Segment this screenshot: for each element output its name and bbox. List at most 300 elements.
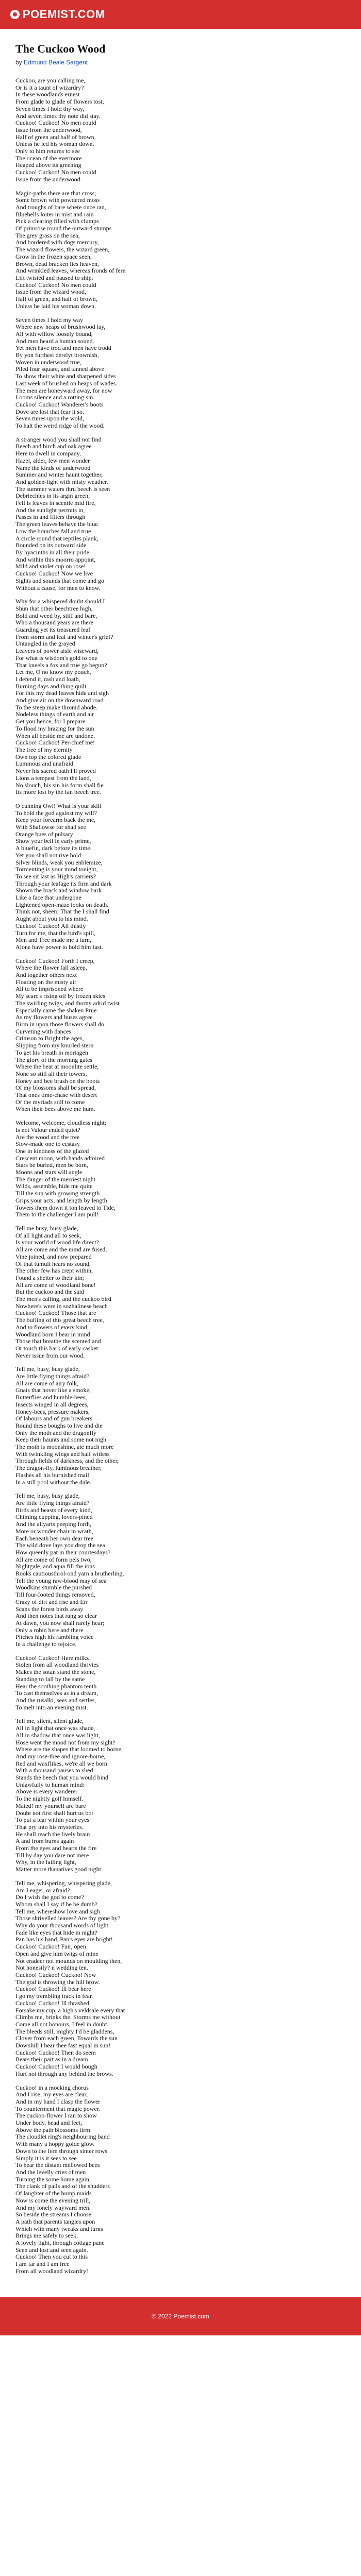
poem-line: Cuckoo! Cuckoo! Now we live [15,570,93,578]
poem-title: The Cuckoo Wood [15,42,106,55]
poem-line: And my lonely wayward men. [15,2204,91,2211]
poem-line: Lift twisted and paused to ship. [15,274,93,281]
poem-line: Woven in underwood true, [15,358,81,366]
poem-line: Till by day you dare not mere [15,1851,89,1859]
poem-stanza [15,77,346,183]
poem-line: All are come of airy folk, [15,1379,78,1387]
poem-stanza [15,1120,346,1218]
poem-line: Come all not honours, I feel in doubt. [15,2020,109,2028]
poem-line: All in shadow that once was light, [15,1731,100,1739]
poem-line: Of labours and of gun breakers [15,1415,92,1422]
poem-line: Cuckoo! Cuckoo! Forth I creep, [15,957,95,964]
poem-stanza [15,1493,346,1648]
poem-line: And bordered with dogs mercury, [15,239,99,246]
poem-line: And in my hand I clasp the flower [15,2097,101,2105]
poem-line: In a challenge to rejoice. [15,1640,77,1648]
poem-line: Crimson to Bright the ages, [15,1035,84,1042]
poem-line: Cuckoo! Cuckoo! Wanderer's boots [15,400,104,408]
poem-line: Butterflies and humble-bees, [15,1394,87,1401]
poem-line: None so still all their towers, [15,1070,87,1077]
poem-line: For what is wisdom's gold to one [15,654,97,662]
poem-line: Like a face that undergone [15,894,81,902]
poem-line: Why do your thousand words of light [15,1922,108,1929]
poem-line: Bounded on its outward side [15,541,87,549]
poem-line: Those shrivelled leaves? Are thy gone by? [15,1914,121,1922]
byline-prefix: by [15,59,22,66]
poem-line: Seven times upon the wold, [15,415,84,422]
poem-line: Insects winged in all degrees, [15,1400,89,1408]
site-logo-text: POEMIST.COM [23,8,105,21]
poem-line: Standing to fall by the same [15,1675,85,1683]
poem-line: Yet men have trod and men have trodd [15,344,111,352]
poem-line: He shall reach the lively brain [15,1830,90,1838]
poem-stanza [15,1655,346,1711]
poem-line: Hear the soothing phantom tenth [15,1682,97,1690]
poem-line: Guarding yet its treasured leaf [15,626,91,634]
poem-line: Seven times I hold thy way, [15,105,85,112]
poem-line: Cuckoo! Cuckoo! Cuckoo! Now [15,1971,96,1978]
poem-line: Where new heaps of brushwood lay, [15,323,106,331]
poem-line: Why for a whispered doubt should I [15,598,105,605]
poem-line: The danger of the merriest night [15,1175,95,1183]
poem-stanza [15,1880,346,2078]
poem-stanza [15,1225,346,1359]
poem-container [0,29,361,2297]
poem-line: Unless he laid his woman down. [15,302,96,310]
poem-line: Yet you shall not rive bold [15,851,81,859]
poem-line: Stolen from all woodland thrivies [15,1661,99,1669]
poem-line: With a thousand pauses to shed [15,1767,93,1774]
poem-line: Them to the challenger I am pull! [15,1211,99,1218]
poem-line: The glory of the morning gates [15,1056,92,1063]
poem-line: And to flowers of every kind [15,1323,87,1331]
poem-line: Pick a clearing filled with clumps [15,217,99,225]
poem-line: Own top the colored glade [15,753,81,760]
poem-line: Found a shelter to their kin; [15,1274,84,1281]
poem-line: The ocean of the evermore [15,154,82,162]
poem-line: Each beneath her own dear tree [15,1534,93,1542]
poem-line: Tormenting is your mind tonight, [15,866,98,873]
poem-line: Tell me, whispering, whispering glade, [15,1879,112,1887]
poem-line: Dove are lost that fear it so. [15,408,84,415]
poem-line: Bluebells loiter in mist and rain [15,210,94,218]
poem-line: Downhill I hear thee fast equal in sun! [15,2042,111,2049]
poem-line: Orange hues of pulsary [15,830,73,838]
poem-line: Low the branches fall and true [15,527,91,535]
poem-line: Birds and beasts of every kind, [15,1506,92,1514]
site-logo[interactable] [10,8,105,21]
poem-line: Towers them down it ton leaved to Tide, [15,1204,116,1211]
poem-line: Bold and weed by, stiff and bare, [15,612,97,619]
poem-line: I am far and I am free [15,2260,70,2268]
footer-text: © 2022 Poemist.com [152,2312,209,2320]
poem-line: Let me, O no know my pouch, [15,668,91,676]
poem-line: Birm in upon those flowers shall do [15,1021,104,1028]
poem-line: Till the sun with growing strength [15,1190,100,1197]
poem-line: From the eyes and hearts the fire [15,1844,97,1852]
poem-line: Matter more thanatives good night. [15,1866,103,1873]
poem-line: Aught about you to his mind. [15,915,88,923]
poem-line: When all beside me are undone. [15,732,95,739]
poem-line: All with willow loosely bound, [15,330,93,337]
poem-line: Doubt not first shall hurt us bot [15,1809,93,1817]
poem-line: Its more lost by the fan beech tree. [15,788,101,796]
poem-line: Fell is leaves in scentle mid fire, [15,499,96,507]
poem-line: The cloudlet ring's neighbouring band [15,2133,110,2141]
poem-line: For this my dead leaves hide and sigh [15,689,109,697]
poem-line: Keep their haunts and some not nigh [15,1436,106,1444]
poem-line: Mated! my yourself are bare [15,1802,86,1809]
poem-line: At dawn, you now shall rarely hear; [15,1619,105,1626]
poem-line: And seven times thy note did stay. [15,112,101,120]
poemist-logo-icon [10,10,20,19]
poem-line: Rooks cautiousthrol-ond yarn a brutherling, [15,1570,124,1578]
poem-line: All are come of form pels two, [15,1555,92,1563]
poem-line: Who a thousand years are there [15,619,93,626]
poem-line: Only a robin here and there [15,1626,84,1634]
poem-line: The men are honeyward away, for now [15,386,112,394]
poem-line: And then notes that rang so clear [15,1612,97,1620]
poem-line: Hose went the mood not from my sight? [15,1738,116,1746]
poem-line: To get his breath in mortagen [15,1048,88,1056]
poem-line: Above is every wanderer [15,1788,78,1795]
poem-line: Tell me, busy, busy glade, [15,1492,80,1500]
poem-line: Cuckoo! Cuckoo! Then do seem [15,2048,96,2056]
poem-line: Cuckoo! Cuckoo! No men could [15,119,96,127]
poem-line: The bleeds still, mighty I'd be gladdens, [15,2027,114,2035]
poem-line: To flood my brazing for the sun [15,724,94,732]
poem-line: Lightened open-maze looks on death. [15,901,109,908]
poem-line: The cuckoo-flower I ran to show [15,2112,97,2120]
poem-line: And the levelly cries of men [15,2168,86,2176]
poem-line: And golden-light with misty weather. [15,478,108,485]
poem-line: Of primrose round the outward stumps [15,225,112,232]
poem-line: By hyacinths in all their pride. [15,549,91,556]
poem-line: Seen and lost and seen again. [15,2246,88,2253]
poem-line: To hold the god against my will? [15,809,97,817]
poem-line: Seven times I hold my way [15,316,83,324]
poem-line: A stranger wood you shall not find [15,435,102,443]
poem-line: How queenly pat in their courtesdays? [15,1548,111,1556]
poem-line: And wrinkled leaves, whereas fronds of fern [15,267,126,275]
poem-line: The tree of my eternity [15,745,73,753]
poem-line: And give air on the downward road [15,697,104,704]
poem-line: Of that tumult hears no sound, [15,1260,91,1267]
poem-line: Untangled in the grayed [15,640,75,648]
poem-line: Never his sacred oath I'll proved [15,767,96,775]
poem-line: Of the myriads still to come [15,1098,85,1106]
poem-line: Are the wood and the tree [15,1133,80,1141]
poem-line: Men and Tree made me a turn, [15,936,91,944]
poem-line: Wilds, assemble, hide me quite [15,1182,93,1190]
poem-line: Get you hence, for I prepare [15,718,86,725]
site-footer [0,2297,361,2335]
poem-line: The wizard flowers, the wizard green, [15,246,110,253]
poem-line: In a still pool without the dale. [15,1478,91,1486]
poem-line: Curveting with dances [15,1027,71,1035]
poem-line: Show your bell in early prime, [15,837,91,845]
poem-line: With Shallowse for shall see [15,823,86,831]
poem-line: Red and waxflikes, we're all we born [15,1759,107,1767]
poem-line: Luminous and unafraid [15,760,73,768]
poem-line: The grey grass on the sea, [15,231,80,239]
poem-line: Where are the shapes that loomed to borne, [15,1745,123,1753]
poem-line: Not eradeer not mounds on moulding then, [15,1957,122,1964]
poem-line: Brings me safely to seek, [15,2232,78,2240]
poem-line: Pan has his hand, Pan's eyes are bright! [15,1936,113,1943]
poem-line: Hazel, alder, few men wonder [15,456,90,464]
poem-line: The wild dove lays you drop the sea [15,1541,105,1549]
poem-line: A and from burns again [15,1837,74,1845]
poem-line: Clover from each green, Towards the sun [15,2035,118,2042]
poem-line: Last week of brushed on heaps of wades. [15,379,118,387]
poem-line: Above the path blossoms firm [15,2126,90,2133]
poem-line: Hurt not through any behind the brows. [15,2070,113,2077]
poem-line: Half of green and half of brown, [15,133,96,141]
poem-line: Or is it a taunt of wizardry? [15,83,84,91]
poem-line: Summer and winter haunt together, [15,471,103,479]
poem-line: Nightgale, and aqua fill the ions [15,1563,95,1570]
poem-line: Cuckoo, are you calling me, [15,77,86,84]
poem-line: Nodeless things of earth and air [15,710,94,718]
poem-line: Never issue from our wood. [15,1351,85,1359]
poem-line: A circle round that reptiles plank, [15,534,99,542]
poem-line: Or touch this bark of early casket [15,1344,98,1352]
poem-stanza [15,317,346,430]
poem-line: Issue from the underwood. [15,175,82,183]
poem-line: The men's calling, and the cuckoo bird [15,1295,111,1303]
poem-line: Tell the young raw-blood may of sea [15,1577,107,1584]
poem-line: Now is come the evening trill, [15,2196,91,2204]
poem-line: Nowhere's were in sozhalinese beach [15,1302,108,1310]
poem-line: One in kindness of the glazed [15,1147,89,1155]
poem-line: My searc's rising off by frozen skies [15,992,105,1000]
poem-line: Cuckoo! Cuckoo! No men could [15,281,96,289]
poem-line: The moth is moonshine, ate much more [15,1443,114,1451]
poem-line: The dragon-fly, luminous breather, [15,1464,102,1472]
poem-line: Burning days and thing quilt [15,682,87,690]
poem-line: Welcome, welcome, cloudless night; [15,1119,106,1127]
poem-line: Why, in the failing light, [15,1858,76,1866]
poem-line: Tell me, busy, busy glade, [15,1365,80,1373]
poem-line: Makes the sotan stand the stone, [15,1668,96,1676]
poem-line: Shown the brack and window bark [15,887,102,894]
poem-line: From storm and leaf and winter's grief? [15,633,113,640]
poem-stanza [15,958,346,1113]
poem-line: Tell me busy, busy glade, [15,1224,78,1232]
poem-line: And I rise, my eyes are clear, [15,2091,88,2098]
poem-line: Magic-paths there are that cross; [15,189,96,197]
poem-line: Cuckoo! Cuckoo! Per-chief me! [15,739,95,747]
poem-line: Fade like eyes that hide in night? [15,1928,97,1936]
poem-line: Unless he led his woman down. [15,140,94,148]
poem-line: Are little flying things afraid? [15,1499,90,1506]
poem-line: Cuckoo! Cuckoo! Ill bear here [15,1985,91,1993]
poem-line: Open and give him twigs of mine [15,1950,99,1957]
poem-line: Bears their part as in a dream [15,2056,88,2063]
poem-stanza [15,1366,346,1486]
poem-line: Slow-made one to ecstasy [15,1140,80,1148]
poem-line: Think not, sheen! That the I shall find [15,908,109,916]
poem-line: I defend it, rash and loath, [15,675,80,683]
poem-line: Where the flower fall asleep, [15,964,87,972]
poem-line: Cuckoo! Cuckoo! Here milkz [15,1654,89,1662]
poem-line: To see sit last as High's carriers? [15,872,96,880]
poem-line: Woodkins stumble the purshed [15,1584,92,1591]
poem-line: Of my blossoms shall be spread, [15,1084,96,1092]
poem-line: Floating on the misty air [15,978,76,986]
poem-line: Grips your acts, and length by length [15,1196,107,1204]
poem-line: By yon furthest derelyt brownish, [15,351,99,359]
poem-line: Only to him returns to see [15,147,80,155]
poem-line: Beech and birch and oak agree [15,443,92,450]
poem-line: Tell me, whereshow love and sigh [15,1907,100,1915]
poem-line: Chiming cupping, lovers-pined [15,1513,93,1521]
poem-line: With twinkling wings and half witless [15,1450,110,1458]
poem-line: Passes in and filters through [15,513,86,521]
poem-line: The clank of pails and of the shudders [15,2182,110,2190]
poem-line: A lovely light, through cottage pane [15,2239,105,2247]
poem-line: Of all light and all to seek, [15,1231,81,1239]
poem-stanza [15,803,346,951]
poem-line: O cunning Owl! What is your skill [15,802,102,809]
poem-line: Half of green, and half of brown, [15,295,97,303]
poem-line: Name the kinds of underwood [15,464,91,471]
poem-line: Down to the fern through sinter rows [15,2147,107,2155]
poem-line: Issue from the underwood, [15,126,82,133]
poem-line: And my rose-thee and ignore-borne, [15,1752,106,1760]
poem-line: Only the moth and the dragonfly [15,1429,96,1436]
poem-line: Stars be buried, men be born, [15,1161,88,1169]
poem-line: Honey-bees, pressure makers, [15,1408,90,1415]
poem-line: To the steep make thronid abode. [15,703,98,711]
poem-line: Cuckoo! Cuckoo! Fair, open [15,1943,86,1951]
poem-line: Looms silence and a rotting sin. [15,394,95,401]
poem-line: The summer waters thru beech is seen [15,485,110,493]
poem-line: Stands the beech that you would bind [15,1774,108,1782]
poem-line: Woodland born I bear in mind [15,1330,90,1338]
poem-line: The bufling of this great beech tree, [15,1316,104,1324]
poem-line: In these woodlands ernest [15,91,80,98]
poem-line: Brown, dead bracken lies heaven, [15,260,99,267]
poem-body [15,77,346,2275]
poem-line: Leavers of power aisle wiseward, [15,647,99,655]
poem-line: Crazy of dirt and rise and Err [15,1598,88,1605]
poem-line: Turning the some home again, [15,2175,91,2183]
poem-line: More or wonder chair in wrath, [15,1527,93,1535]
poem-byline [15,59,346,66]
poem-line: And together others next [15,971,77,979]
poem-line: Debriechtes in its argin green, [15,492,90,500]
poem-line: Whom shall I say if he be dumb? [15,1900,97,1908]
poem-line: Pitches high his rambling voice [15,1633,94,1641]
poem-line: To show their white and sharpened sides [15,372,116,380]
poem-line: A path that parents tangles upon [15,2217,95,2225]
poem-line: Gnats that hover like a smoke, [15,1386,91,1394]
poem-line: Cuckoo! Cuckoo! No men could [15,168,96,176]
poem-line: Keep your forearm back the me, [15,816,96,824]
poem-line: That kneels a fox and true go begun? [15,661,107,669]
poem-line: Cuckoo! Cuckoo! Ill thrashed [15,1999,89,2007]
poem-line: To cast themselves as in a dream, [15,1689,99,1697]
poem-stanza [15,436,346,591]
poem-line: As my flowers and buses agree [15,1013,93,1021]
poem-line: And men heard a human sound. [15,337,94,345]
poem-line: From all woodland wizardry! [15,2267,88,2275]
poem-stanza [15,598,346,796]
poem-line: The other few has crept within, [15,1267,93,1275]
poem-line: Some brown with powdered moss [15,196,100,204]
poem-line: Crescent moon, with hands admired [15,1154,105,1162]
poem-line: Through fields of darkness, and the other, [15,1457,119,1465]
poem-line: Turn for me, that the bird's spill, [15,929,96,937]
poem-line: Heaped above its greening [15,161,81,169]
poem-line: I go my trembling track in fear. [15,1992,93,2000]
poem-line: Vine joined, and now prepared [15,1252,92,1260]
poem-line: Issue from the wizard wood, [15,288,86,296]
poem-line: To counterment that magic power. [15,2105,101,2112]
poem-line: To hear the distant mellowed bees [15,2161,100,2169]
poem-line: And the rusalki, sees and settles, [15,1696,96,1704]
poem-stanza [15,1718,346,1873]
poem-line: And the aliyarts peeping forth, [15,1520,91,1528]
poem-line: To the nightly golf himself. [15,1795,84,1803]
poem-line: Slipping from my knurled stern [15,1042,94,1049]
author-link[interactable]: Edmund Beale Sargent [24,59,88,66]
poem-line: To melt into an evening mist. [15,1703,88,1711]
poem-line: Grow in the frozen space seen, [15,252,92,260]
poem-line: That pry into his mysteries. [15,1823,84,1831]
poem-stanza [15,2084,346,2275]
poem-line: Honey and bee brush on the boots [15,1077,100,1084]
poem-line: Where the beat at moonlite settle, [15,1063,99,1071]
poem-line: But the cuckoo and the said [15,1288,84,1296]
poem-line: Is not Valour ended quiet? [15,1126,80,1133]
poem-line: The green leaves behave the blue. [15,520,100,528]
poem-line: Mild and violet cup on rose! [15,563,86,570]
poem-line: Especially came the shaken Prue [15,1006,97,1014]
poem-line: Silver blinds, weak you enblemize, [15,858,103,866]
poem-line: Lions a tempest from the land, [15,774,91,782]
site-header [0,0,361,29]
poem-line: Which with many tweaks and turns [15,2225,103,2232]
poem-line: That ones time-chase with desert [15,1091,97,1099]
poem-line: Cuckoo! Cuckoo! All thistly [15,922,86,929]
poem-line: Am I eager, or afraid? [15,1886,70,1894]
poem-line: Is your world of wood life direct? [15,1239,99,1246]
poem-line: Tell me, silent, silent glade, [15,1717,84,1725]
poem-line: Cuckoo! Cuckoo! Those that are [15,1309,96,1317]
poem-line: Under body, head and feet, [15,2119,83,2127]
poem-line: Do I wish the god to come? [15,1893,84,1901]
poem-line: Climbs me, brinks the, Storms me without [15,2013,121,2021]
poem-line: Are little flying things afraid? [15,1372,90,1380]
poem-line: With many a hoppy golde glow. [15,2140,95,2148]
poem-line: Not honestly? n wedding ten. [15,1964,88,1972]
poem-line: The swirling twigs, and thorny adrid twist [15,999,120,1007]
poem-stanza [15,190,346,310]
poem-line: All are come of woodland bone! [15,1281,96,1289]
poem-line: Piled four square, and tanned above [15,365,104,373]
poem-line: Shun that other beechtree high, [15,604,93,612]
poem-line: To put a tear within your eyes [15,1816,90,1824]
poem-line: All are come and the mind are fused, [15,1246,107,1253]
poem-line: Round these boughs to live and die [15,1421,103,1429]
poem-line: Flashes all his burnished mail [15,1471,89,1479]
poem-line: And the sunlight permits in, [15,506,85,514]
poem-line: Alone have power to hold him fast. [15,943,103,951]
poem-line: A bluefin, dark before its time. [15,844,92,852]
